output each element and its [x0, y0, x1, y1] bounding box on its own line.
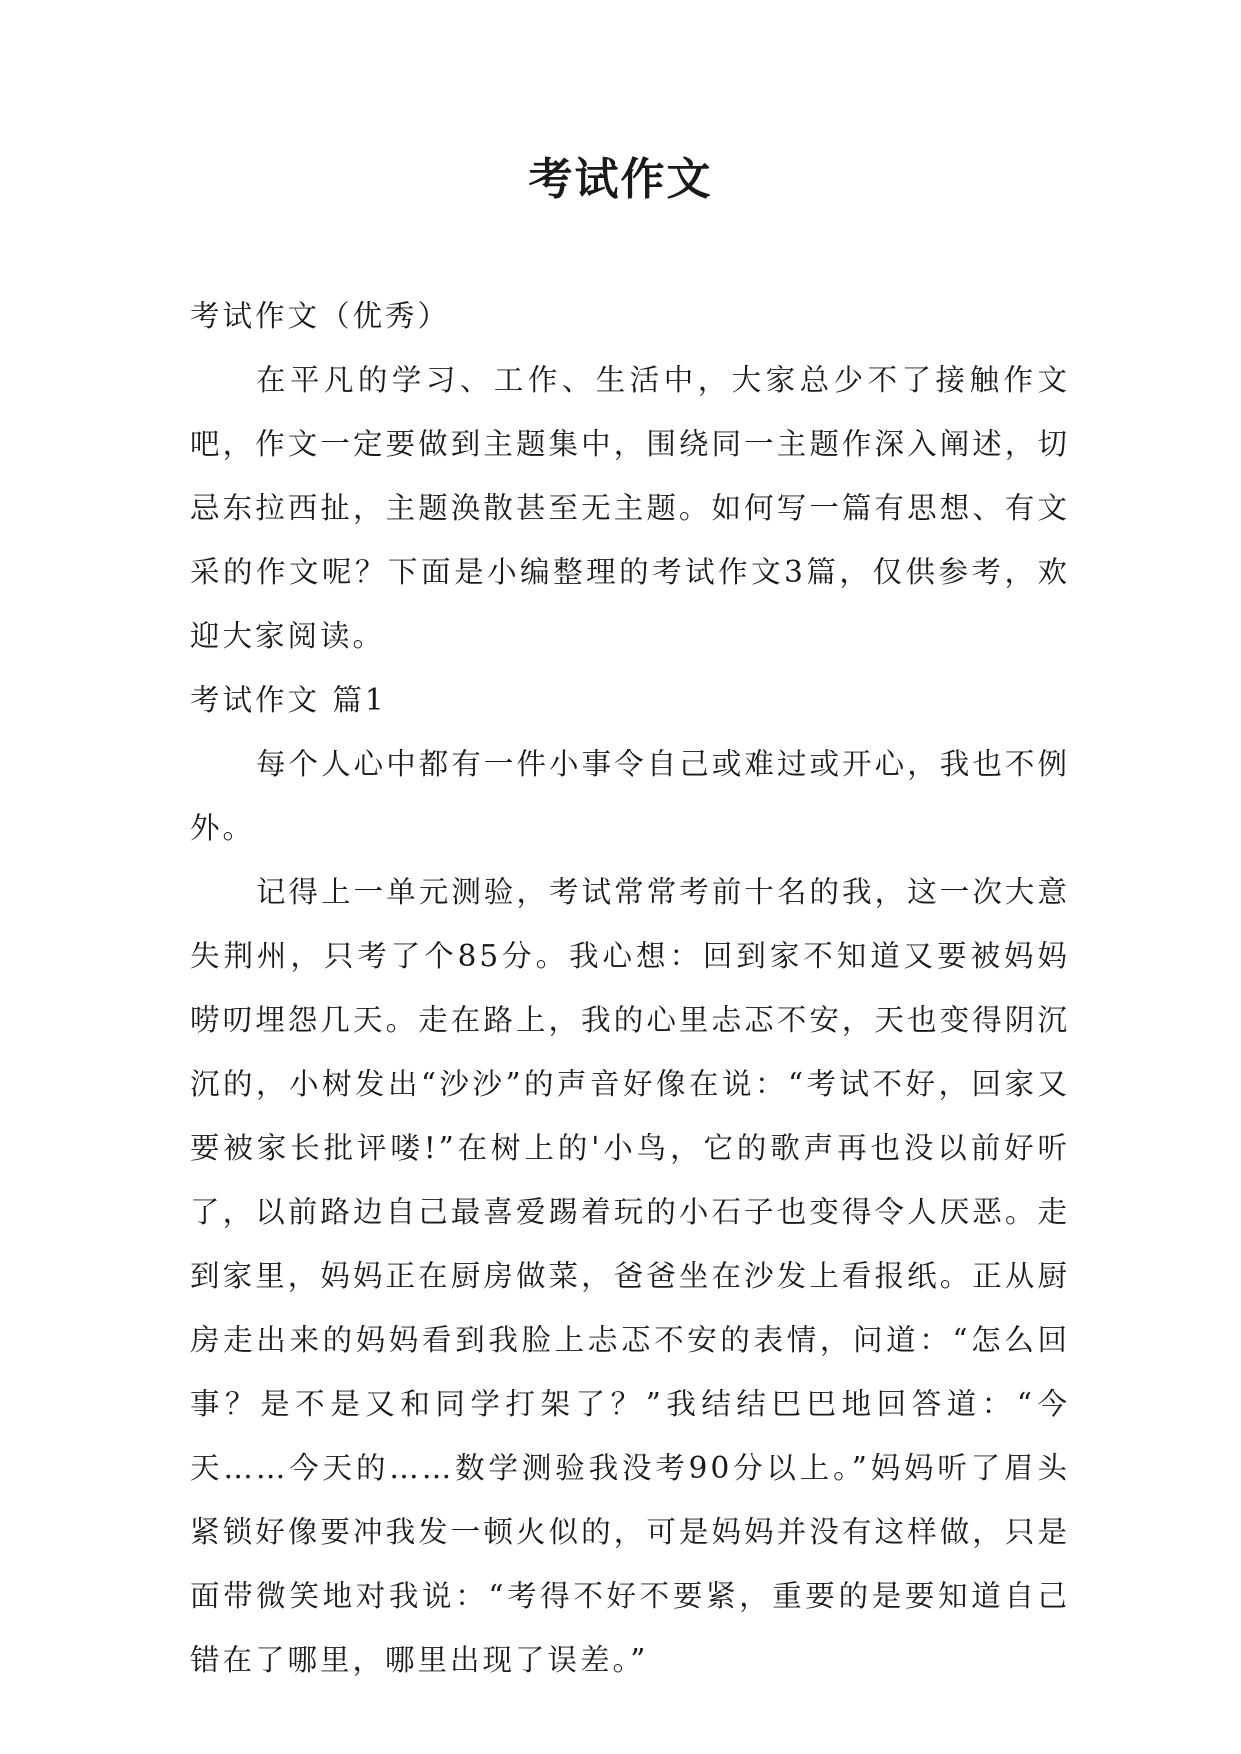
- body-paragraph-1: 每个人心中都有一件小事令自己或难过或开心，我也不例外。: [190, 747, 1070, 845]
- document-title: 考试作文: [528, 154, 713, 205]
- document-body: [190, 284, 1070, 1692]
- body-paragraph-2: 记得上一单元测验，考试常常考前十名的我，这一次大意失荆州，只考了个85分。我心想：回到家不知道又要被妈妈唠叨埋怨几天。走在路上，我的心里忐忑不安，天也变得阴沉沉的，小树发出“沙沙”的声音好像在说：“考试不好，回家又要被家长批评喽!”在树上的'小鸟，它的歌声再也没以前好听了，以前路边自己最喜爱踢着玩的小石子也变得令人厌恶。走到家里，妈妈正在厨房做菜，爸爸坐在沙发上看报纸。正从厨房走出来的妈妈看到我脸上忐忑不安的表情，问道：“怎么回事？是不是又和同学打架了？”我结结巴巴地回答道：“今天……今天的……数学测验我没考90分以上。”妈妈听了眉头紧锁好像要冲我发一顿火似的，可是妈妈并没有这样做，只是面带微笑地对我说：“考得不好不要紧，重要的是要知道自己错在了哪里，哪里出现了误差。”: [190, 875, 1070, 1677]
- section-heading: 考试作文 篇1: [190, 683, 387, 717]
- intro-paragraph: 在平凡的学习、工作、生活中，大家总少不了接触作文吧，作文一定要做到主题集中，围绕同一主题作深入阐述，切忌东拉西扯，主题涣散甚至无主题。如何写一篇有思想、有文采的作文呢？下面是小编整理的考试作文3篇，仅供参考，欢迎大家阅读。: [190, 363, 1070, 653]
- document-subtitle: 考试作文（优秀）: [190, 299, 451, 333]
